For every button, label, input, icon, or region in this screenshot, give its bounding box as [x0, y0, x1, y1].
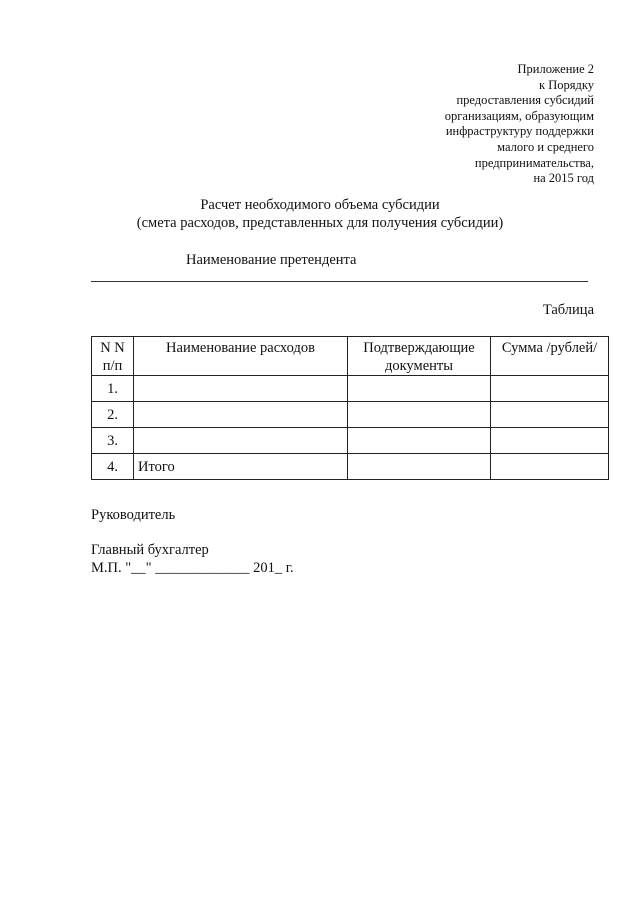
row-documents	[348, 376, 491, 402]
title-line-2: (смета расходов, представленных для получения субсидии)	[136, 215, 504, 231]
applicant-label: Наименование претендента	[186, 252, 357, 268]
row-amount	[491, 454, 609, 480]
row-number: 4.	[92, 454, 134, 480]
spacer	[91, 524, 294, 541]
row-number: 2.	[92, 402, 134, 428]
header-amount: Сумма /рублей/	[491, 337, 609, 376]
table-row	[92, 402, 609, 428]
table-row-total	[92, 454, 609, 480]
cost-estimate-table	[91, 336, 609, 480]
header-number: N N п/п	[92, 337, 134, 376]
title-line-1: Расчет необходимого объема субсидии	[200, 197, 440, 213]
row-expense-name	[134, 428, 348, 454]
header-expense-name: Наименование расходов	[134, 337, 348, 376]
row-documents	[348, 454, 491, 480]
document-title	[60, 196, 580, 232]
appendix-line: организациям, образующим	[444, 108, 594, 123]
applicant-name-line	[91, 281, 588, 282]
row-documents	[348, 402, 491, 428]
row-expense-name	[134, 376, 348, 402]
appendix-line: к Порядку	[539, 77, 594, 92]
appendix-line: малого и среднего	[497, 139, 594, 154]
head-signature-label: Руководитель	[91, 507, 176, 523]
row-number: 3.	[92, 428, 134, 454]
stamp-date-line: М.П. "__" _____________ 201_ г.	[91, 560, 294, 576]
signature-block	[91, 506, 294, 577]
appendix-line: предоставления субсидий	[456, 93, 594, 108]
row-amount	[491, 402, 609, 428]
header-supporting-documents: Подтверждающие документы	[348, 337, 491, 376]
appendix-line: на 2015 год	[533, 171, 594, 186]
row-documents	[348, 428, 491, 454]
accountant-signature-label: Главный бухгалтер	[91, 542, 209, 558]
appendix-header	[364, 62, 594, 187]
table-label: Таблица	[542, 302, 594, 318]
appendix-line: инфраструктуру поддержки	[445, 124, 594, 139]
table-row	[92, 376, 609, 402]
table-row	[92, 428, 609, 454]
row-number: 1.	[92, 376, 134, 402]
row-expense-name: Итого	[134, 454, 348, 480]
row-amount	[491, 428, 609, 454]
row-expense-name	[134, 402, 348, 428]
row-amount	[491, 376, 609, 402]
appendix-line: предпринимательства,	[474, 155, 594, 170]
table-header-row	[92, 337, 609, 376]
appendix-line: Приложение 2	[517, 62, 594, 76]
